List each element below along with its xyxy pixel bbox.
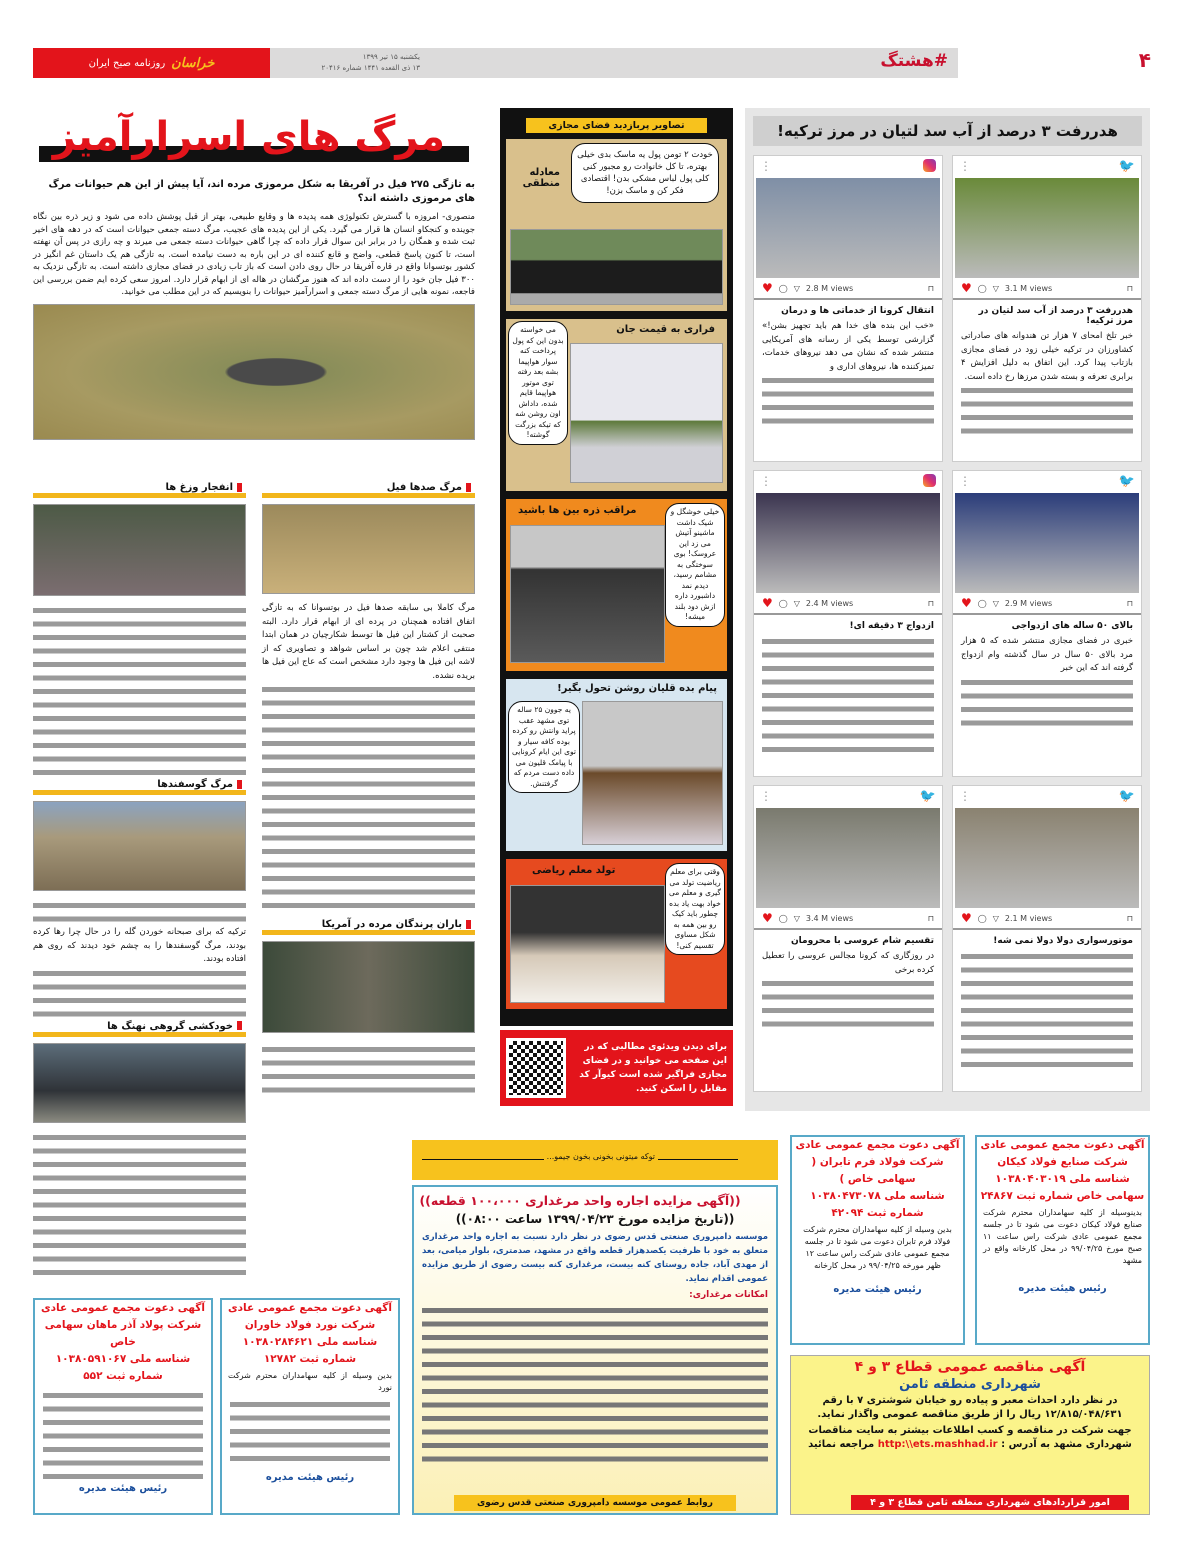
ad-signature: رئیس هیئت مدیره [78,1483,168,1494]
post-text: «خب این بنده های خدا هم باید تجهیز بشن!» گزارشی توسط یکی از رسانه های آمریکایی منتشر شده که نشان می دهد نیروهای خدمات، تمیزکننده ها، نیروهای اداری و [762,321,934,372]
auction-title: ((آگهی مزایده اجاره واحد مرغداری ۱۰۰،۰۰۰ قطعه)) [419,1193,741,1208]
ad-body: بدین وسیله از کلیه سهامداران محترم شرکت نورد [228,1371,392,1392]
text-block [762,977,934,1031]
text-block [33,1131,246,1281]
more-options-icon[interactable]: ⋮ [760,789,772,803]
social-post-card [753,470,943,777]
main-article [33,110,475,440]
text-block [762,374,934,428]
tender-url-link[interactable]: http:\\ets.mashhad.ir [877,1439,998,1450]
share-icon[interactable]: ▽ [992,598,999,608]
tender-title: آگهی مناقصه عمومی قطاع ۳ و ۴ [854,1359,1086,1375]
post-text: در روزگاری که کرونا مجالس عروسی را تعطیل کرده برخی [762,951,934,975]
ad-signature: رئیس هیئت مدیره [265,1472,355,1483]
issue-line: ۱۳ ذی القعده ۱۴۴۱ شماره ۲۰۴۱۶ [321,64,420,72]
social-post-card [753,155,943,462]
post-caption: انتقال کرونا از خدماتی ها و درمان [781,306,934,316]
comic-panel [506,499,727,671]
views-count: 3.1 M views [1004,283,1053,293]
panel-title: فراری به قیمت جان [616,324,715,335]
auction-date: ((تاریخ مزایده مورخ ۱۳۹۹/۰۴/۲۳ ساعت ۰۸:۰۰)) [455,1212,735,1226]
post-caption: ازدواج ۳ دقیقه ای! [849,621,934,631]
yellow-banner [412,1140,778,1180]
dead-birds-photo [262,941,475,1033]
meeting-ad: آگهی دعوت مجمع عمومی عادی شرکت نورد فولاد خاوران شناسه ملی ۱۰۳۸۰۲۸۴۶۲۱ شماره ثبت ۱۲۷۸۲ بدین وسیله از کلیه سهامداران محترم شرکت نورد رئیس هیئت مدیره [220,1298,400,1515]
whales-photo [33,1043,246,1123]
more-options-icon[interactable]: ⋮ [959,789,971,803]
masked-women-photo [510,229,723,305]
page-header [33,48,1155,78]
post-image [756,178,940,278]
hookah-truck-photo [582,701,723,845]
views-count: 3.4 M views [805,913,854,923]
bookmark-icon[interactable]: ⊓ [927,283,934,293]
post-image [756,808,940,908]
qr-code-icon[interactable] [506,1038,566,1098]
social-section [745,108,1150,1111]
heart-icon[interactable]: ♥ [762,281,773,295]
panel-title: معادله منطقی [522,167,560,189]
section-heading: مرگ گوسفندها [33,779,246,795]
dashboard-photo [510,525,665,663]
elephant-carcass-photo [262,504,475,594]
comment-icon[interactable]: ◯ [977,913,987,923]
twitter-icon: 🐦 [1118,789,1135,804]
comment-icon[interactable]: ◯ [778,598,788,608]
speech-bubble: یه جوون ۲۵ ساله توی مشهد عقب پراید وانتش رو کرده بوده کافه سیار و توی این ایام کرونایی با پیامک قلیون می داده دست مردم که گرفتنش. [508,701,580,793]
header-bar [270,48,958,78]
share-icon[interactable]: ▽ [793,598,800,608]
social-post-card [952,470,1142,777]
ad-signature: رئیس هیئت مدیره [1018,1283,1107,1294]
twitter-icon: 🐦 [919,789,936,804]
twitter-icon: 🐦 [1118,159,1135,174]
text-block [33,967,246,1021]
views-count: 2.1 M views [1004,913,1053,923]
auction-ad [412,1185,778,1515]
comment-icon[interactable]: ◯ [778,283,788,293]
speech-bubble: خودت ۲ تومن پول یه ماسک بدی خیلی بهتره، تا کل خانوادت رو مجبور کنی کلی پول لباس مشکی بدن! اقتصادی فکر کن و ماسک بزن! [571,143,719,203]
heart-icon[interactable]: ♥ [762,911,773,925]
article-subtitle: به تازگی ۲۷۵ فیل در آفریقا به شکل مرموزی مرده اند، آیا پیش از این هم حیوانات مرگ های مرموزی داشته اند؟ [48,179,475,204]
bookmark-icon[interactable]: ⊓ [927,913,934,923]
tender-body: جهت شرکت در مناقصه و کسب اطلاعات بیشتر به سایت مناقصات شهرداری مشهد به آدرس : [808,1425,1132,1450]
share-icon[interactable]: ▽ [992,913,999,923]
speech-bubble: خیلی خوشگل و شیک داشت ماشینو آتیش می زد این عروسک! بوی سوختگی به مشامم رسید، دیدم نمد داشبورد داره ازش دود بلند میشه! [665,503,725,627]
comic-panel [506,859,727,1009]
qr-box [500,1030,733,1106]
post-caption: موتورسواری دولا دولا نمی شه! [993,936,1133,946]
social-post-card [753,785,943,1092]
comment-icon[interactable]: ◯ [977,598,987,608]
share-icon[interactable]: ▽ [992,283,999,293]
tagline: روزنامه صبح ایران [88,57,166,69]
text-block [961,950,1133,1070]
text-block [33,604,246,779]
section-heading: خودکشی گروهی نهنگ ها [33,1021,246,1037]
masthead-logo [33,48,270,78]
text-block [33,899,246,926]
speech-bubble: می خواسته بدون این که پول پرداخت کنه سوار هواپیما بشه بعد رفته توی موتور هواپیما قایم شده، داداش اون روشن شه که تیکه بزرگت گوشته! [508,321,568,445]
heart-icon[interactable]: ♥ [961,281,972,295]
logo-text: خراسان [171,55,215,71]
meeting-ad: آگهی دعوت مجمع عمومی عادی شرکت پولاد آذر ماهان سهامی خاص شناسه ملی ۱۰۳۸۰۵۹۱۰۶۷ شماره ثبت ۵۵۲ رئیس هیئت مدیره [33,1298,213,1515]
text-block [762,635,934,755]
birthday-cake-photo [510,885,665,1003]
views-count: 2.8 M views [805,283,854,293]
meeting-ad: آگهی دعوت مجمع عمومی عادی شرکت فولاد فرم تابران ( سهامی خاص ) شناسه ملی ۱۰۳۸۰۴۷۳۰۷۸ شماره ثبت ۴۲۰۹۴ بدین وسیله از کلیه سهامداران محترم شرکت فولاد فرم تابران دعوت می شود تا در جلسه مجمع عمومی عادی شرکت راس ساعت ۱۲ ظهر مورخه ۹۹/۰۴/۲۵ در محل کارخانه رئیس هیئت مدیره [790,1135,965,1345]
comic-panel [506,679,727,851]
text-block [961,384,1133,438]
panel-title: پیام بده قلیان روشن تحول بگیر! [557,683,717,694]
toads-photo [33,504,246,596]
text-block [262,683,475,913]
bookmark-icon[interactable]: ⊓ [1126,913,1133,923]
bookmark-icon[interactable]: ⊓ [1126,598,1133,608]
post-text: خبری در فضای مجازی منتشر شده که ۵ هزار مرد بالای ۵۰ سال در سال گذشته وام ازدواج گرفته اند که این خبر [961,636,1133,673]
speech-bubble: وقتی برای معلم ریاضیت تولد می گیری و معلم می خواد بهت یاد بده چطور باید کیک رو بین همه به شکل مساوی تقسیم کنی! [665,863,725,955]
banner-text: توکه میتونی بخونی بخون جیمو... [544,1152,658,1161]
social-post-card [952,785,1142,1092]
heart-icon[interactable]: ♥ [961,596,972,610]
comic-strip [500,108,733,1026]
auction-body: موسسه دامپروری صنعتی قدس رضوی در نظر دارد نسبت به اجاره واحد مرغداری متعلق به خود با ظرفیت یکصدهزار قطعه واقع در مشهد، صدمتری، بلوار میامی، بعد از مهدی آباد، جاده روستای کنه بیست، مرغداری کنه بیست رضوی از طریق مزایده عمومی اقدام نماید. [422,1232,768,1284]
social-title: هدررفت ۳ درصد از آب سد لتیان در مرز ترکیه! [753,116,1142,146]
share-icon[interactable]: ▽ [793,913,800,923]
post-caption: بالای ۵۰ ساله های ازدواجی [1011,621,1133,631]
tender-org: شهرداری منطقه ثامن [899,1377,1041,1392]
more-options-icon[interactable]: ⋮ [959,474,971,488]
heart-icon[interactable]: ♥ [762,596,773,610]
heart-icon[interactable]: ♥ [961,911,972,925]
panel-title: مراقب ذره بین ها باشید [518,505,637,516]
post-image [756,493,940,593]
page-number: ۴ [1138,48,1151,72]
date-line: یکشنبه ۱۵ تیر ۱۳۹۹ [362,53,420,61]
ad-body: بدین وسیله از کلیه سهامداران محترم شرکت فولاد فرم تابران دعوت می شود تا در جلسه مجمع عمومی عادی شرکت راس ساعت ۱۲ ظهر مورخه ۹۹/۰۴/۲۵ در محل کارخانه [803,1225,952,1270]
post-text: خبر تلخ امحای ۷ هزار تن هندوانه های صادراتی کشاورزان در ترکیه خیلی زود در فضای مجازی بازتاب پیدا کرد. این اتفاق به دلیل افزایش ۴ برابری تعرفه و بسته شدن مرزها رخ داده است. [961,331,1133,382]
text-block [262,1043,475,1097]
bookmark-icon[interactable]: ⊓ [927,598,934,608]
comic-panel [506,319,727,491]
article-intro: منصوری- امروزه با گسترش تکنولوژی همه پدیده ها و وقایع طبیعی، بهتر از قبل پوشش داده می شود و زیر ذره بین نگاه جوینده و کنجکاو انسان ها قرار می گیرد. یکی از این پدیده های عجیب، مرگ دسته جمعی حیوانات است که در دهه های اخیر ثبت شده و همگان را در برابر این سوال قرار داده که چرا گاهی حیوانات دسته جمعی می میرند و چه رازی در پس آن نهفته است، تا کنون پاسخ قطعی، واضح و قانع کننده ای در این باره به دست نیامده است. به تازگی هم یک داستان غم انگیز در کشور بوتسوانا واقع در قاره آفریقا در حال روی دادن است که باز تاب زیادی در فضای مجازی داشته است. به تازگی نزدیک به ۳۰۰ فیل جان خود را از دست داده اند که هنوز مرگشان در هاله ای از ابهام قرار دارد. امروز سعی کرده ایم ضمن بررسی این فاجعه، نمونه هایی از مرگ دسته جمعی و اسرارآمیز حیوانات را بنویسیم که در این مطلب می خوانید. [33,212,475,297]
qr-caption: برای دیدن ویدئوی مطالبی که در این صفحه می خوانید و در فضای مجازی فراگیر شده است کیوآر کد مقابل را اسکن کنید. [579,1042,727,1094]
article-title: مرگ های اسرارآمیز [33,110,475,168]
section-title: #هشتگ [880,51,948,71]
auction-sub: امکانات مرغداری: [689,1290,768,1300]
section-heading: مرگ صدها فیل [262,482,475,498]
tender-footer: امور قراردادهای شهرداری منطقه ثامن قطاع ۳ و ۴ [851,1495,1129,1510]
section-text: مرگ کاملا بی سابقه صدها فیل در بوتسوانا که به تازگی اتفاق افتاده همچنان در پرده ای از ابهام قرار دارد. البته صحبت از کشتار این فیل ها توسط شکارچیان در همان ابتدا منتفی اعلام شد چون بر اساس شواهد و تصاویری که از لاشه این فیل ها وجود دارد مشخص است که عاج این فیل ها بریده نشده. [262,603,475,681]
ad-body: بدینوسیله از کلیه سهامداران محترم شرکت صنایع فولاد کیکان دعوت می شود تا در جلسه مجمع عمومی عادی شرکت راس ساعت ۱۱ صبح مورخ ۹۹/۰۴/۲۵ در محل کارخانه واقع در مشهد [983,1208,1143,1265]
comment-icon[interactable]: ◯ [778,913,788,923]
post-caption: تقسیم شام عروسی با محرومان [790,936,934,946]
social-post-card [952,155,1142,462]
text-block [422,1304,768,1464]
tender-ad [790,1355,1150,1515]
twitter-icon: 🐦 [1118,474,1135,489]
share-icon[interactable]: ▽ [793,283,800,293]
tender-body: مراجعه نمائید [808,1439,875,1450]
views-count: 2.9 M views [1004,598,1053,608]
comment-icon[interactable]: ◯ [977,283,987,293]
plane-engine-photo [570,343,723,483]
comic-panel [506,139,727,311]
meeting-ad: آگهی دعوت مجمع عمومی عادی شرکت صنایع فولاد کیکان شناسه ملی ۱۰۳۸۰۴۰۳۰۱۹ سهامی خاص شماره ثبت ۲۴۸۶۷ بدینوسیله از کلیه سهامداران محترم شرکت صنایع فولاد کیکان دعوت می شود تا در جلسه مجمع عمومی عادی شرکت راس ساعت ۱۱ صبح مورخ ۹۹/۰۴/۲۵ در محل کارخانه واقع در مشهد رئیس هیئت مدیره [975,1135,1150,1345]
views-count: 2.4 M views [805,598,854,608]
post-image [955,808,1139,908]
post-caption: هدررفت ۳ درصد از آب سد لتیان در مرز ترکیه! [978,306,1133,326]
section-heading: باران پرندگان مرده در آمریکا [262,919,475,935]
auction-footer: روابط عمومی موسسه دامپروری صنعتی قدس رضوی [454,1495,736,1511]
more-options-icon[interactable]: ⋮ [760,474,772,488]
post-image [955,178,1139,278]
panel-title: تولد معلم ریاضی [532,865,616,876]
dead-elephant-photo [33,304,475,440]
text-block [961,676,1133,730]
post-image [955,493,1139,593]
dead-sheep-photo [33,801,246,891]
tender-body: در نظر دارد احداث معبر و پیاده رو خیابان شوشتری ۷ با رقم ۱۲/۸۱۵/۰۴۸/۶۳۱ ریال را از طریق مناقصه عمومی واگذار نماید. [817,1395,1123,1420]
comic-header: تصاویر پربازدید فضای مجازی [526,118,707,133]
more-options-icon[interactable]: ⋮ [959,159,971,173]
ad-signature: رئیس هیئت مدیره [833,1284,922,1295]
bookmark-icon[interactable]: ⊓ [1126,283,1133,293]
section-heading: انفجار وزغ ها [33,482,246,498]
more-options-icon[interactable]: ⋮ [760,159,772,173]
section-text: ترکیه که برای صبحانه خوردن گله را در حال چرا رها کرده بودند، مرگ گوسفندها را به چشم خود دیدند که روی هم افتاده بودند. [33,927,246,964]
